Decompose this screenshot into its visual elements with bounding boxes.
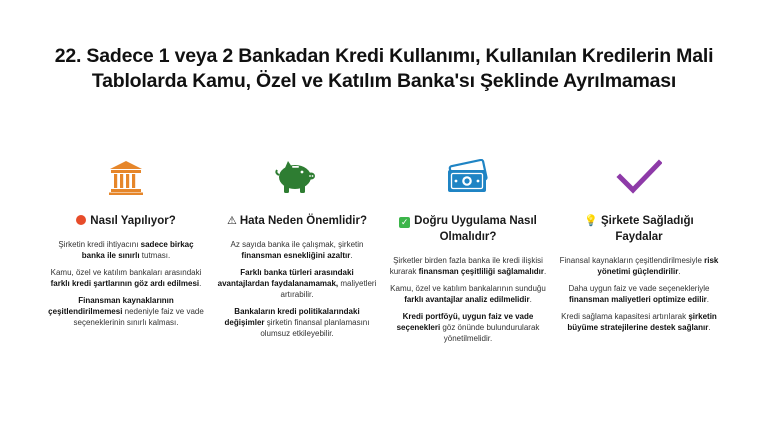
text: .	[350, 251, 353, 260]
money-icon	[388, 155, 548, 199]
column-body	[559, 255, 719, 333]
text: maliyetleri artırabilir.	[280, 279, 377, 299]
paragraph	[559, 283, 719, 305]
paragraph	[46, 239, 206, 261]
light-bulb-icon: 💡	[584, 215, 598, 227]
text: nedeniyle faiz ve vade seçeneklerinin sınırlı kalması.	[73, 307, 204, 327]
text: Kamu, özel ve katılım bankalarının sunduğu	[390, 284, 546, 293]
text: Daha uygun faiz ve vade seçenekleriyle	[568, 284, 710, 293]
text: Az sayıda banka ile çalışmak, şirketin	[230, 240, 364, 249]
paragraph	[388, 311, 548, 344]
bank-icon	[46, 155, 206, 199]
bold-text: farklı kredi şartlarının göz ardı edilmesi	[50, 279, 200, 288]
text: şirketin finansal planlamasını olumsuz etkileyebilir.	[260, 318, 370, 338]
column-how	[46, 155, 206, 334]
check-box-icon: ✓	[400, 217, 409, 227]
paragraph	[559, 255, 719, 277]
text: tutması.	[139, 251, 171, 260]
text: .	[199, 279, 202, 288]
bold-text: Kredi portföyü, uygun faiz ve vade seçenekleri	[396, 312, 534, 332]
paragraph	[46, 295, 206, 328]
column-body	[46, 239, 206, 328]
text: Şirketin kredi ihtiyacını	[58, 240, 141, 249]
paragraph	[217, 239, 377, 261]
column-heading: 💡 Şirkete Sağladığı Faydalar	[584, 215, 694, 243]
title-line-1: 22. Sadece 1 veya 2 Bankadan Kredi Kullanımı, Kullanılan Kredilerin Mali	[54, 45, 714, 67]
page-title	[40, 44, 728, 94]
text: .	[706, 295, 710, 304]
bold-text: Farklı banka türleri arasındaki avantajlardan faydalanamamak,	[217, 268, 354, 288]
column-heading: Nasıl Yapılıyor?	[46, 213, 206, 229]
paragraph	[217, 306, 377, 339]
warning-icon: ⚠	[226, 215, 237, 227]
text: .	[544, 267, 547, 276]
bold-text: risk yönetimi güçlendirilir	[597, 256, 719, 276]
text: göz önünde bulundurularak yönetilmelidir.	[440, 323, 540, 343]
text: Kredi sağlama kapasitesi artırılarak	[561, 312, 689, 321]
paragraph	[217, 267, 377, 300]
text: Kamu, özel ve katılım bankaları arasındaki	[50, 268, 202, 277]
text: Şirketler birden fazla banka ile kredi ilişkisi kurarak	[389, 256, 543, 276]
column-body	[217, 239, 377, 339]
checkmark-icon	[559, 155, 719, 199]
bold-text: finansman çeşitliliği sağlamalıdır	[418, 267, 545, 276]
text: Finansal kaynakların çeşitlendirilmesiyle	[559, 256, 705, 265]
bold-text: sadece birkaç banka ile sınırlı	[81, 240, 194, 260]
column-heading: ✓ Doğru Uygulama Nasıl Olmalıdır?	[400, 215, 537, 243]
column-correct-practice	[388, 155, 548, 350]
bold-text: finansman maliyetleri optimize edilir	[568, 295, 707, 304]
column-benefits	[559, 155, 719, 339]
paragraph	[559, 311, 719, 333]
column-heading: ⚠ Hata Neden Önemlidir?	[226, 215, 368, 227]
bold-text: şirketin büyüme stratejilerine destek sağlanır	[567, 312, 717, 332]
column-body	[388, 255, 548, 344]
text: .	[708, 323, 711, 332]
paragraph	[388, 283, 548, 305]
title-line-2: Tablolarda Kamu, Özel ve Katılım Banka'sı Şeklinde Ayrılmaması	[91, 70, 677, 92]
paragraph	[388, 255, 548, 277]
red-circle-icon	[76, 215, 86, 225]
paragraph	[46, 267, 206, 289]
column-why	[217, 155, 377, 345]
text: .	[529, 295, 532, 304]
bold-text: Bankaların kredi politikalarındaki değişimler	[224, 307, 360, 327]
bold-text: farklı avantajlar analiz edilmelidir	[404, 295, 530, 304]
bold-text: finansman esnekliğini azaltır	[241, 251, 351, 260]
piggy-bank-icon	[217, 155, 377, 199]
bold-text: Finansman kaynaklarının çeşitlendirilmemesi	[48, 296, 174, 316]
text: .	[678, 267, 681, 276]
